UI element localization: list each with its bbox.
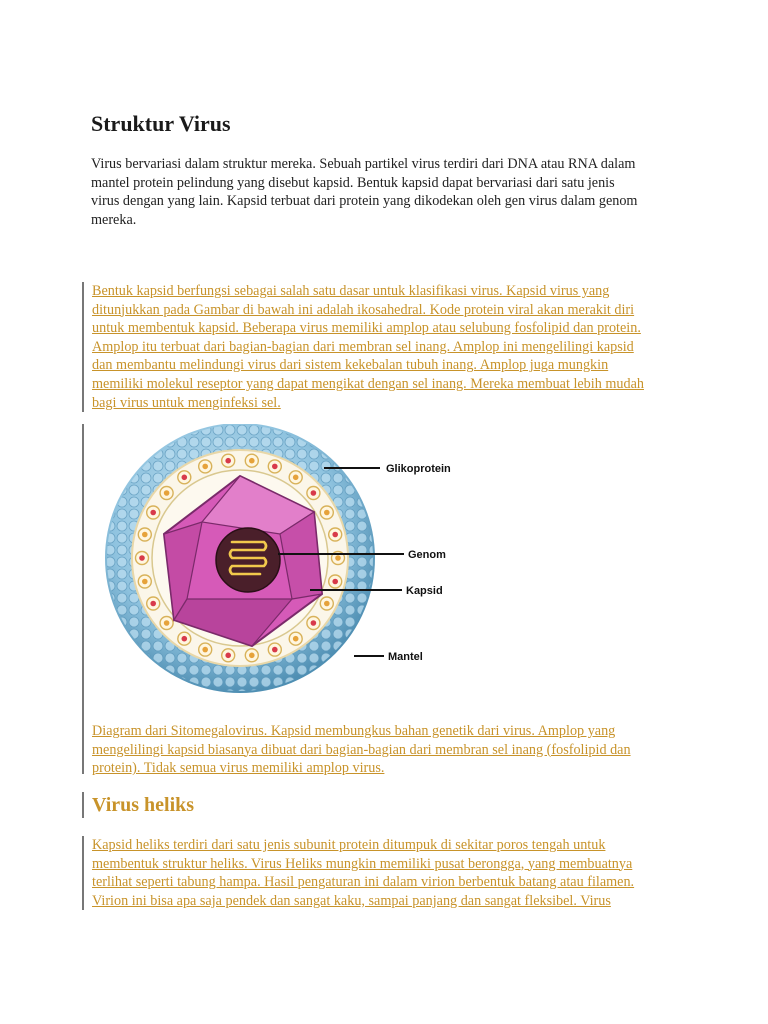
glycoprotein-core (293, 636, 299, 642)
capsid-quote-block (82, 282, 692, 412)
caption-line: mengelilingi kapsid biasanya dibuat dari bagian-bagian dari membran sel inang (fosfolipid dan (92, 741, 631, 758)
glycoprotein-core (311, 620, 317, 626)
quote-line: memiliki molekul reseptor yang dapat mengikat dengan sel inang. Mereka membuat lebih mudah (92, 375, 644, 392)
genome-label: Genom (408, 549, 446, 561)
genome-core (216, 528, 280, 592)
capsid-paragraph[interactable] (92, 282, 692, 412)
glycoprotein-core (249, 653, 255, 659)
glycoprotein-core (272, 647, 278, 653)
section-heading-helical[interactable]: Virus heliks (92, 794, 195, 816)
heading-quote-block (82, 792, 692, 818)
intro-line: mantel protein pelindung yang disebut kapsid. Bentuk kapsid dapat bervariasi dari satu jenis (91, 174, 615, 191)
glycoprotein-core (139, 555, 145, 561)
glycoprotein-core (182, 636, 188, 642)
glycoprotein-core (335, 555, 341, 561)
glycoprotein-core (332, 579, 338, 585)
quote-line: Virion ini bisa apa saja pendek dan sangat kaku, sampai panjang dan sangat fleksibel. Virus (92, 892, 611, 909)
glycoprotein-core (142, 579, 148, 585)
intro-line: virus dengan yang lain. Kapsid terbuat dari protein yang dikodekan oleh gen virus dalam genom (91, 193, 638, 210)
glycoprotein-core (249, 458, 255, 464)
glycoprotein-core (332, 532, 338, 538)
glycoprotein-label: Glikoprotein (386, 463, 451, 475)
helical-paragraph[interactable] (92, 836, 692, 910)
figure-caption[interactable] (92, 722, 672, 778)
glycoprotein-core (182, 475, 188, 481)
intro-line: Virus bervariasi dalam struktur mereka. Sebuah partikel virus terdiri dari DNA atau RNA dalam (91, 156, 636, 172)
glycoprotein-core (202, 464, 208, 470)
caption-line: protein). Tidak semua virus memiliki amplop virus. (92, 760, 385, 777)
glycoprotein-core (164, 620, 170, 626)
quote-line: dan membantu melindungi virus dari sistem kekebalan tubuh inang. Amplop juga mungkin (92, 357, 609, 374)
caption-line: Diagram dari Sitomegalovirus. Kapsid membungkus bahan genetik dari virus. Amplop yang (92, 723, 616, 739)
glycoprotein-core (272, 464, 278, 470)
glycoprotein-core (150, 601, 156, 607)
glycoprotein-core (142, 532, 148, 538)
glycoprotein-core (324, 601, 330, 607)
glycoprotein-core (293, 475, 299, 481)
quote-line: Kapsid heliks terdiri dari satu jenis subunit protein ditumpuk di sekitar poros tengah untuk (92, 837, 606, 853)
glycoprotein-core (202, 647, 208, 653)
quote-line: ditunjukkan pada Gambar di bawah ini adalah ikosahedral. Kode protein viral akan merakit diri (92, 301, 635, 318)
quote-line: untuk membentuk kapsid. Beberapa virus memiliki amplop atau selubung fosfolipid dan protein. (92, 320, 641, 337)
glycoprotein-core (150, 510, 156, 516)
page-title: Struktur Virus (91, 111, 231, 136)
intro-paragraph (91, 155, 691, 229)
capsid-label: Kapsid (406, 585, 443, 597)
quote-line: membentuk struktur heliks. Virus Heliks mungkin memiliki pusat berongga, yang membuatnya (92, 855, 633, 872)
glycoprotein-core (225, 653, 231, 659)
glycoprotein-core (324, 510, 330, 516)
quote-line: terlihat seperti tabung hampa. Hasil pengaturan ini dalam virion berbentuk batang atau filamen. (92, 874, 635, 891)
figure-quote-block (82, 424, 692, 777)
glycoprotein-core (164, 490, 170, 496)
quote-line: bagi virus untuk menginfeksi sel. (92, 394, 281, 411)
glycoprotein-core (311, 490, 317, 496)
cytomegalovirus-diagram (92, 424, 492, 716)
quote-line: Bentuk kapsid berfungsi sebagai salah satu dasar untuk klasifikasi virus. Kapsid virus yang (92, 283, 610, 299)
glycoprotein-core (225, 458, 231, 464)
quote-line: Amplop itu terbuat dari bagian-bagian dari membran sel inang. Amplop ini mengelilingi kapsid (92, 338, 634, 355)
helical-quote-block (82, 836, 692, 910)
envelope-label: Mantel (388, 651, 423, 663)
intro-line: mereka. (91, 211, 137, 228)
